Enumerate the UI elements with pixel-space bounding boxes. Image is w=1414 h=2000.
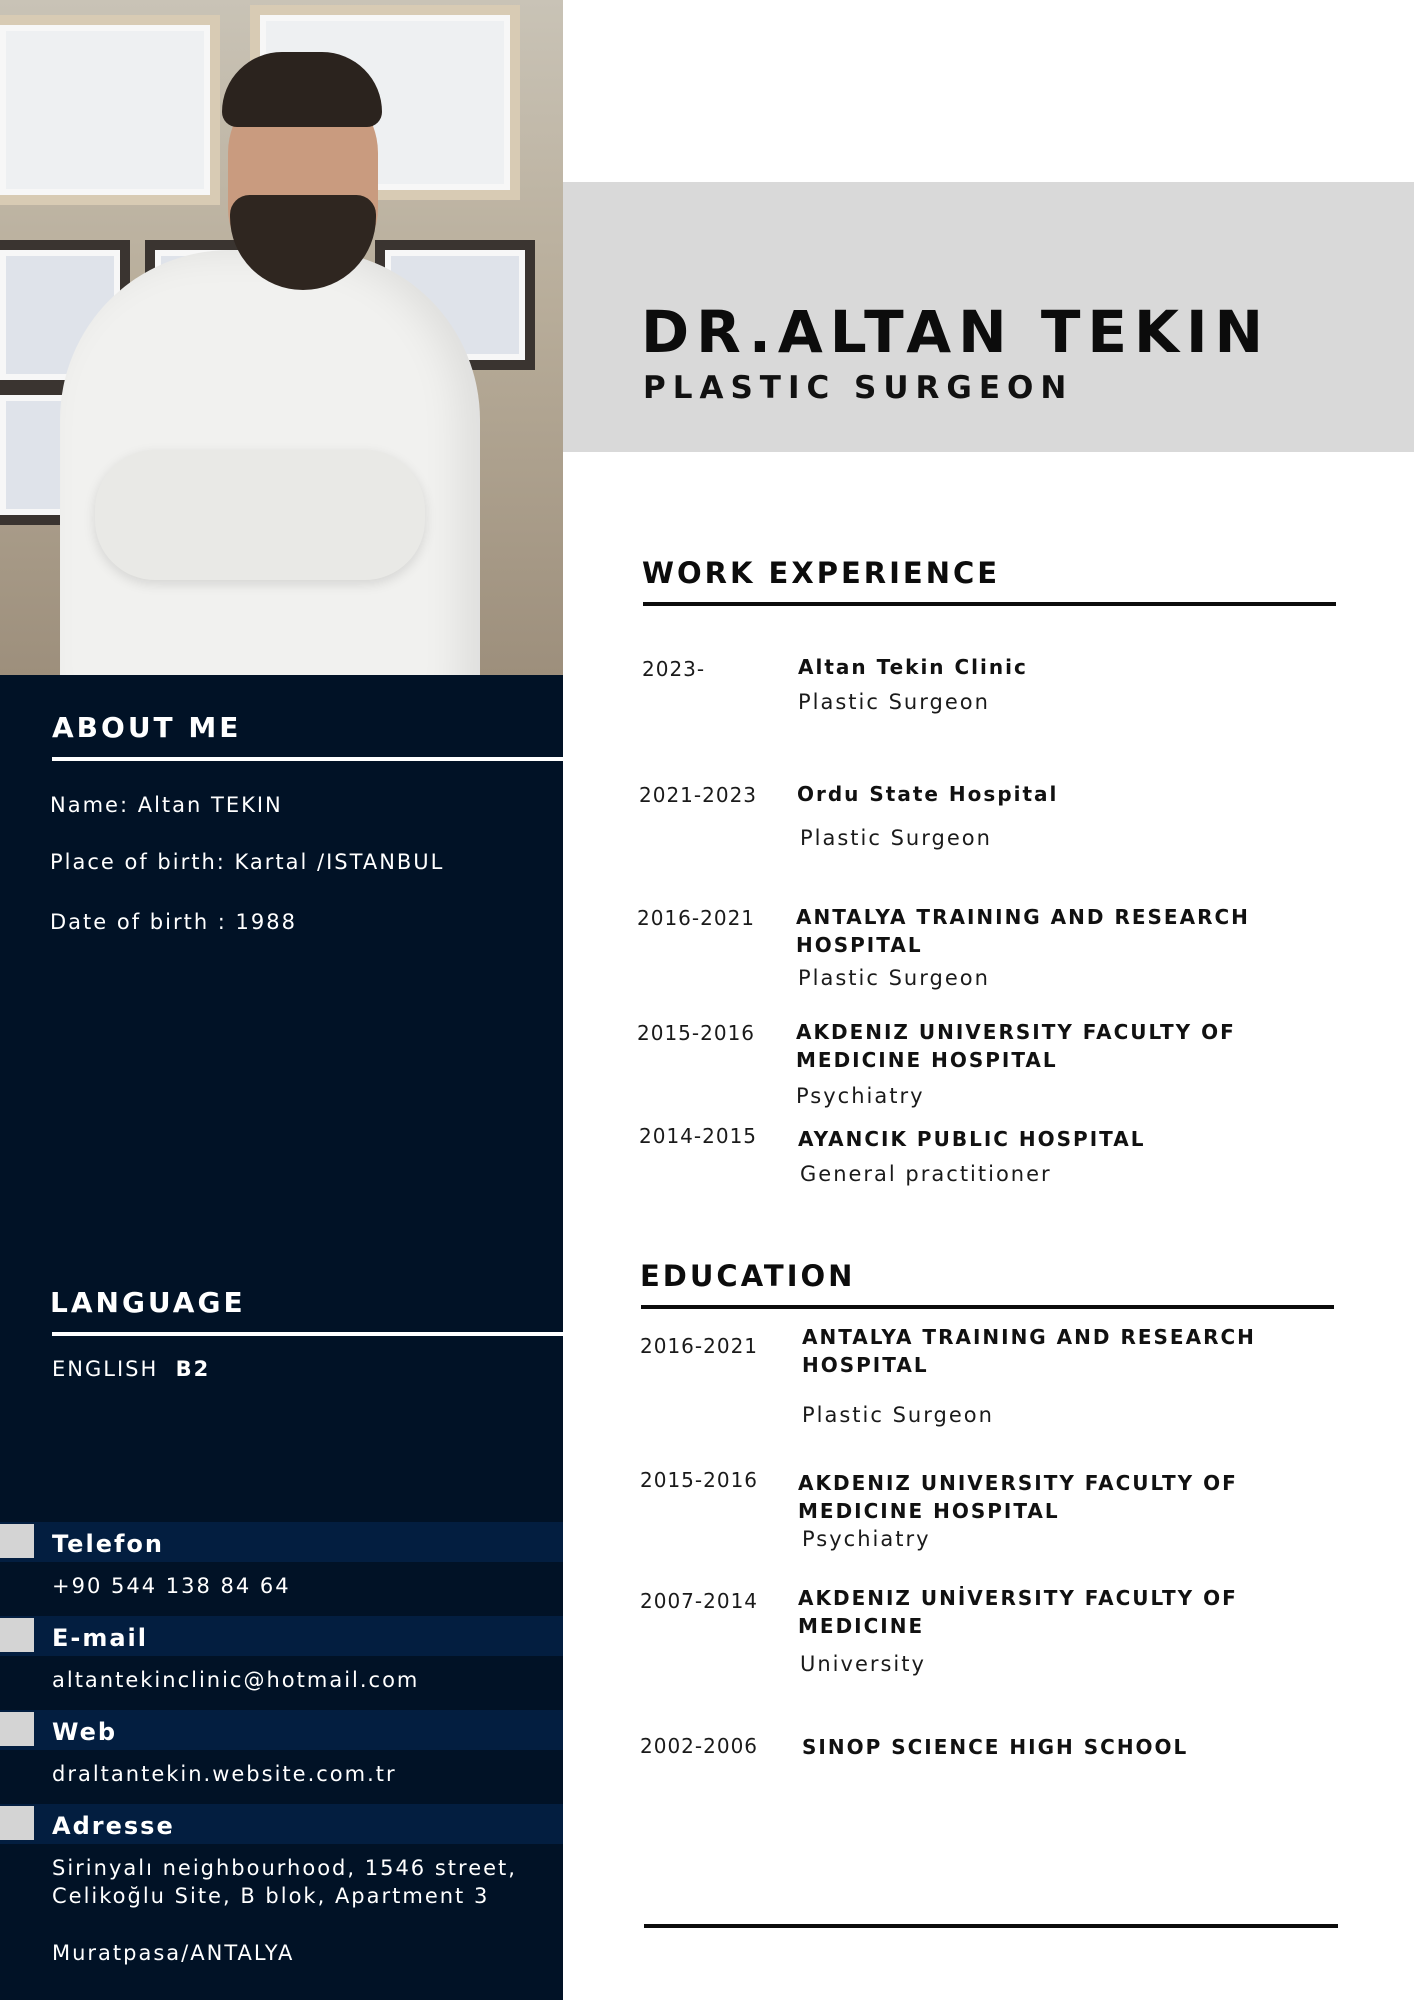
about-birthplace: Place of birth: Kartal /ISTANBUL — [50, 850, 445, 874]
education-org: AKDENIZ UNİVERSITY FACULTY OF MEDICINE — [798, 1586, 1238, 1638]
phone-value: +90 544 138 84 64 — [52, 1574, 291, 1598]
bottom-rule — [644, 1924, 1338, 1928]
name-banner — [563, 182, 1414, 452]
work-role: Plastic Surgeon — [798, 690, 990, 714]
education-year: 2007-2014 — [640, 1589, 759, 1613]
work-year: 2021-2023 — [639, 783, 758, 807]
education-org: SINOP SCIENCE HIGH SCHOOL — [802, 1735, 1189, 1759]
work-org: AYANCIK PUBLIC HOSPITAL — [798, 1127, 1146, 1151]
education-heading: EDUCATION — [640, 1259, 856, 1293]
web-value: draltantekin.website.com.tr — [52, 1762, 397, 1786]
education-role: Plastic Surgeon — [802, 1403, 994, 1427]
work-org: Ordu State Hospital — [797, 782, 1059, 806]
language-name: ENGLISH — [52, 1357, 159, 1381]
person-hair — [222, 52, 382, 127]
about-birthdate: Date of birth : 1988 — [50, 910, 297, 934]
work-year: 2023- — [642, 657, 706, 681]
email-label: E-mail — [52, 1624, 149, 1652]
address-line-3: Muratpasa/ANTALYA — [52, 1941, 295, 1965]
address-label: Adresse — [52, 1812, 175, 1840]
language-heading: LANGUAGE — [50, 1286, 246, 1319]
about-name: Name: Altan TEKIN — [50, 793, 283, 817]
address-line-1: Sirinyalı neighbourhood, 1546 street, — [52, 1856, 517, 1880]
education-year: 2016-2021 — [640, 1334, 759, 1358]
work-year: 2016-2021 — [637, 906, 756, 930]
work-org: AKDENIZ UNIVERSITY FACULTY OF MEDICINE HOSPITAL — [796, 1020, 1236, 1072]
full-name: DR.ALTAN TEKIN — [641, 298, 1271, 366]
education-role: University — [800, 1652, 926, 1676]
work-role: Plastic Surgeon — [798, 966, 990, 990]
language-entry — [52, 1357, 210, 1381]
phone-label: Telefon — [52, 1530, 164, 1558]
work-org: Altan Tekin Clinic — [798, 655, 1028, 679]
work-role: General practitioner — [800, 1162, 1052, 1186]
language-rule — [52, 1332, 563, 1336]
email-value: altantekinclinic@hotmail.com — [52, 1668, 420, 1692]
work-year: 2014-2015 — [639, 1124, 758, 1148]
contact-tab — [0, 1806, 34, 1840]
web-label: Web — [52, 1718, 118, 1746]
sidebar — [0, 675, 563, 2000]
work-role: Psychiatry — [796, 1084, 925, 1108]
contact-tab — [0, 1618, 34, 1652]
wall-frame — [0, 15, 220, 205]
education-rule — [641, 1305, 1334, 1309]
work-org: ANTALYA TRAINING AND RESEARCH HOSPITAL — [796, 905, 1250, 957]
work-heading: WORK EXPERIENCE — [642, 556, 1001, 590]
education-year: 2002-2006 — [640, 1734, 759, 1758]
about-heading: ABOUT ME — [52, 711, 242, 744]
about-rule — [52, 757, 563, 761]
job-title: PLASTIC SURGEON — [643, 370, 1074, 406]
contact-tab — [0, 1712, 34, 1746]
work-role: Plastic Surgeon — [800, 826, 992, 850]
education-role: Psychiatry — [802, 1527, 931, 1551]
profile-photo — [0, 0, 563, 675]
person-arms — [95, 450, 425, 580]
language-level: B2 — [175, 1357, 211, 1381]
work-rule — [643, 602, 1336, 606]
address-line-2: Celikoğlu Site, B blok, Apartment 3 — [52, 1884, 490, 1908]
education-year: 2015-2016 — [640, 1468, 759, 1492]
education-org: ANTALYA TRAINING AND RESEARCH HOSPITAL — [802, 1325, 1256, 1377]
work-year: 2015-2016 — [637, 1021, 756, 1045]
contact-tab — [0, 1524, 34, 1558]
education-org: AKDENIZ UNIVERSITY FACULTY OF MEDICINE HOSPITAL — [798, 1471, 1238, 1523]
